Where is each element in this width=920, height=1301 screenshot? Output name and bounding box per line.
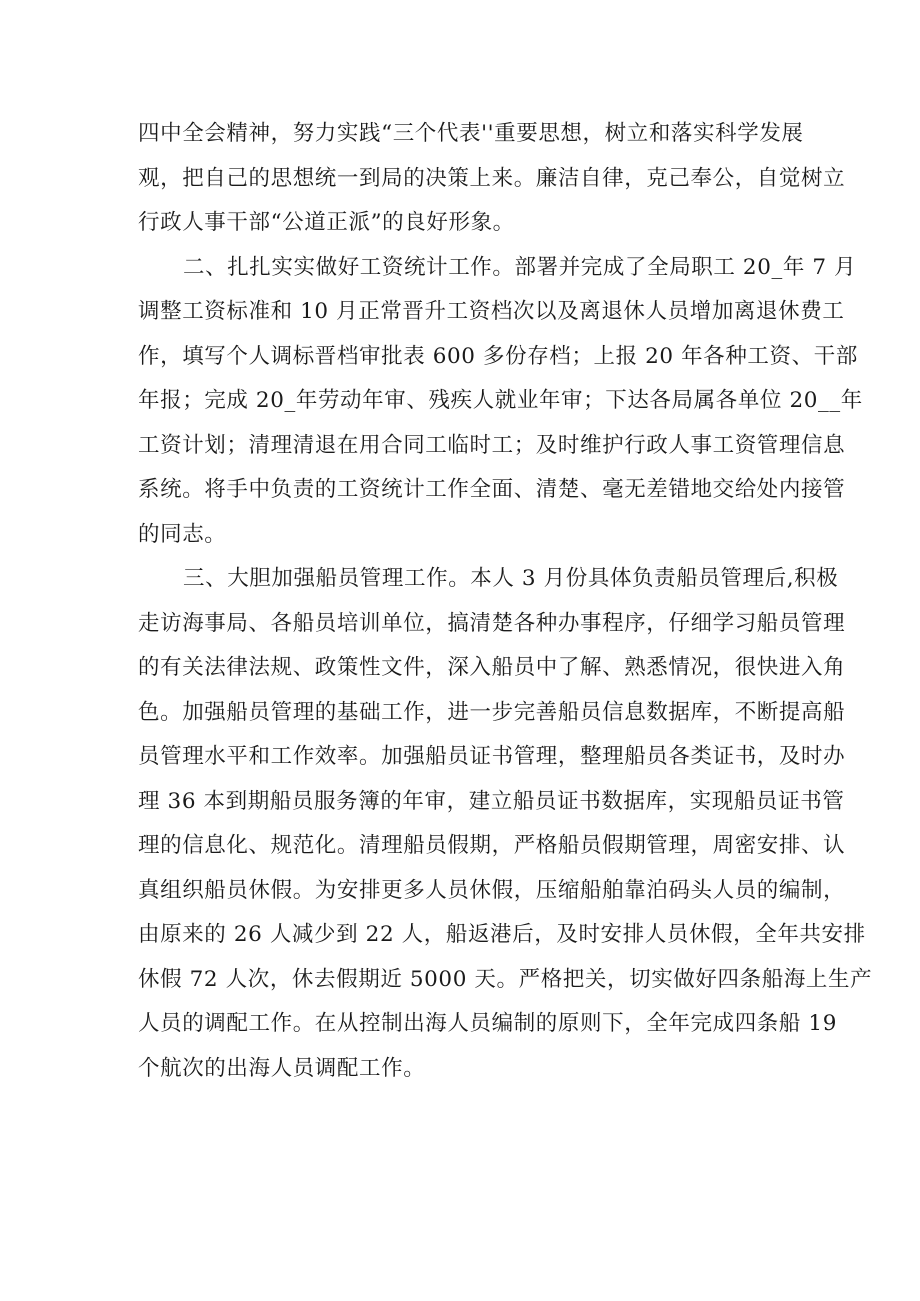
text-line: 工资计划；清理清退在用合同工临时工；及时维护行政人事工资管理信息: [138, 432, 846, 458]
text-line: 观，把自己的思想统一到局的决策上来。廉洁自律，克己奉公，自觉树立: [138, 165, 846, 191]
paragraph-crew-management: [138, 557, 873, 1091]
text-line: 人员的调配工作。在从控制出海人员编制的原则下，全年完成四条船 19: [138, 1011, 837, 1036]
paragraph-intro-continuation: [138, 112, 846, 246]
text-line: 由原来的 26 人减少到 22 人，船返港后，及时安排人员休假，全年共安排: [138, 922, 866, 947]
text-line: 员管理水平和工作效率。加强船员证书管理，整理船员各类证书，及时办: [138, 744, 846, 769]
text-line: 色。加强船员管理的基础工作，进一步完善船员信息数据库，不断提高船: [138, 699, 846, 725]
text-line: 四中全会精神，努力实践“三个代表''重要思想，树立和落实科学发展: [138, 121, 804, 146]
text-line: 真组织船员休假。为安排更多人员休假，压缩船舶靠泊码头人员的编制，: [138, 877, 846, 903]
text-line: 理 36 本到期船员服务簿的年审，建立船员证书数据库，实现船员证书管: [138, 788, 845, 814]
text-line: 的有关法律法规、政策性文件，深入船员中了解、熟悉情况，很快进入角: [138, 655, 846, 680]
text-line: 理的信息化、规范化。清理船员假期，严格船员假期管理，周密安排、认: [138, 833, 846, 858]
text-line: 系统。将手中负责的工资统计工作全面、清楚、毫无差错地交给处内接管: [138, 477, 846, 502]
text-line: 行政人事干部“公道正派”的良好形象。: [138, 210, 515, 235]
text-line: 年报；完成 20_年劳动年审、残疾人就业年审；下达各局属各单位 20__年: [138, 388, 863, 413]
text-line: 三、大胆加强船员管理工作。本人 3 月份具体负责船员管理后,积极: [183, 566, 839, 591]
text-line: 作，填写个人调标晋档审批表 600 多份存档；上报 20 年各种工资、干部: [138, 343, 858, 369]
document-body: [138, 112, 873, 1091]
text-line: 休假 72 人次，休去假期近 5000 天。严格把关，切实做好四条船海上生产: [138, 966, 873, 992]
text-line: 个航次的出海人员调配工作。: [138, 1055, 426, 1081]
text-line: 的同志。: [138, 521, 227, 547]
text-line: 调整工资标准和 10 月正常晋升工资档次以及离退休人员增加离退休费工: [138, 299, 845, 324]
text-line: 二、扎扎实实做好工资统计工作。部署并完成了全局职工 20_年 7 月: [183, 254, 857, 280]
text-line: 走访海事局、各船员培训单位，搞清楚各种办事程序，仔细学习船员管理: [138, 610, 846, 636]
paragraph-salary-statistics: [138, 246, 863, 558]
